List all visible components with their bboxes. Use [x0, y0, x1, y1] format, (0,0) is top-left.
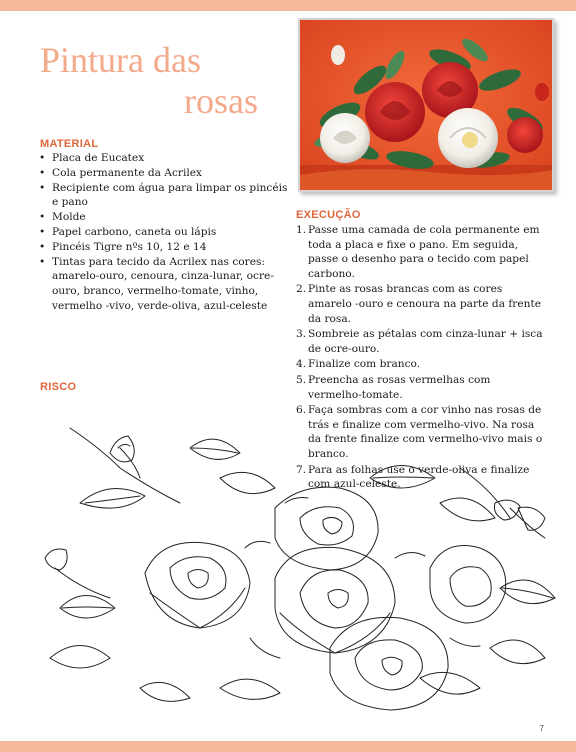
material-item: • Tintas para tecido da Acrilex nas cores: amarelo-ouro, cenoura, cinza-lunar, ocre-ouro, branco, vermelho-tomate, vinho, vermelho -vivo, verde-oliva, azul-celeste: [38, 255, 288, 314]
roses-painting-photo: [298, 18, 554, 192]
step-number: 5.: [296, 373, 307, 386]
material-item: • Pincéis Tigre nºs 10, 12 e 14: [38, 240, 288, 255]
step-text: Pinte as rosas brancas com as cores amarelo -ouro e cenoura na parte da frente da rosa.: [308, 283, 541, 325]
material-item: • Papel carbono, caneta ou lápis: [38, 225, 288, 240]
material-list: [38, 151, 288, 314]
material-item: • Recipiente com água para limpar os pincéis e pano: [38, 181, 288, 211]
step-text: Para as folhas use o verde-oliva e finalize com azul-celeste.: [308, 463, 530, 491]
step-number: 1.: [296, 224, 307, 236]
step-item: [296, 373, 544, 402]
material-heading: MATERIAL: [40, 138, 99, 150]
risco-heading: RISCO: [40, 381, 77, 393]
page-title: [40, 40, 258, 122]
step-item: [296, 282, 544, 326]
top-band: [0, 0, 576, 11]
bottom-band: [0, 741, 576, 752]
step-number: 7.: [296, 463, 307, 476]
title-line-1: Pintura das: [40, 40, 201, 80]
title-line-2: rosas: [184, 81, 258, 121]
step-text: Faça sombras com a cor vinho nas rosas de trás e finalize com vermelho-vivo. Na rosa da frente finalize com vermelho-vivo mais o branco.: [308, 404, 543, 460]
step-item: [296, 223, 544, 281]
step-number: 3.: [296, 328, 307, 341]
step-number: 6.: [296, 404, 307, 417]
step-item: [296, 357, 544, 372]
execucao-heading: EXECUÇÃO: [296, 209, 361, 221]
step-text: Finalize com branco.: [308, 358, 421, 371]
material-item: • Placa de Eucatex: [38, 151, 288, 166]
rose-line-drawing: [40, 408, 558, 716]
step-item: [296, 327, 544, 356]
step-text: Preencha as rosas vermelhas com vermelho-tomate.: [308, 373, 491, 401]
step-number: 2.: [296, 283, 307, 296]
page-number: 7: [539, 724, 544, 733]
step-text: Passe uma camada de cola permanente em toda a placa e fixe o pano. Em seguida, passe o desenho para o tecido com papel carbono.: [308, 224, 540, 280]
step-number: 4.: [296, 358, 307, 371]
material-item: • Cola permanente da Acrilex: [38, 166, 288, 181]
material-item: • Molde: [38, 210, 288, 225]
step-text: Sombreie as pétalas com cinza-lunar + isca de ocre-ouro.: [308, 328, 543, 355]
